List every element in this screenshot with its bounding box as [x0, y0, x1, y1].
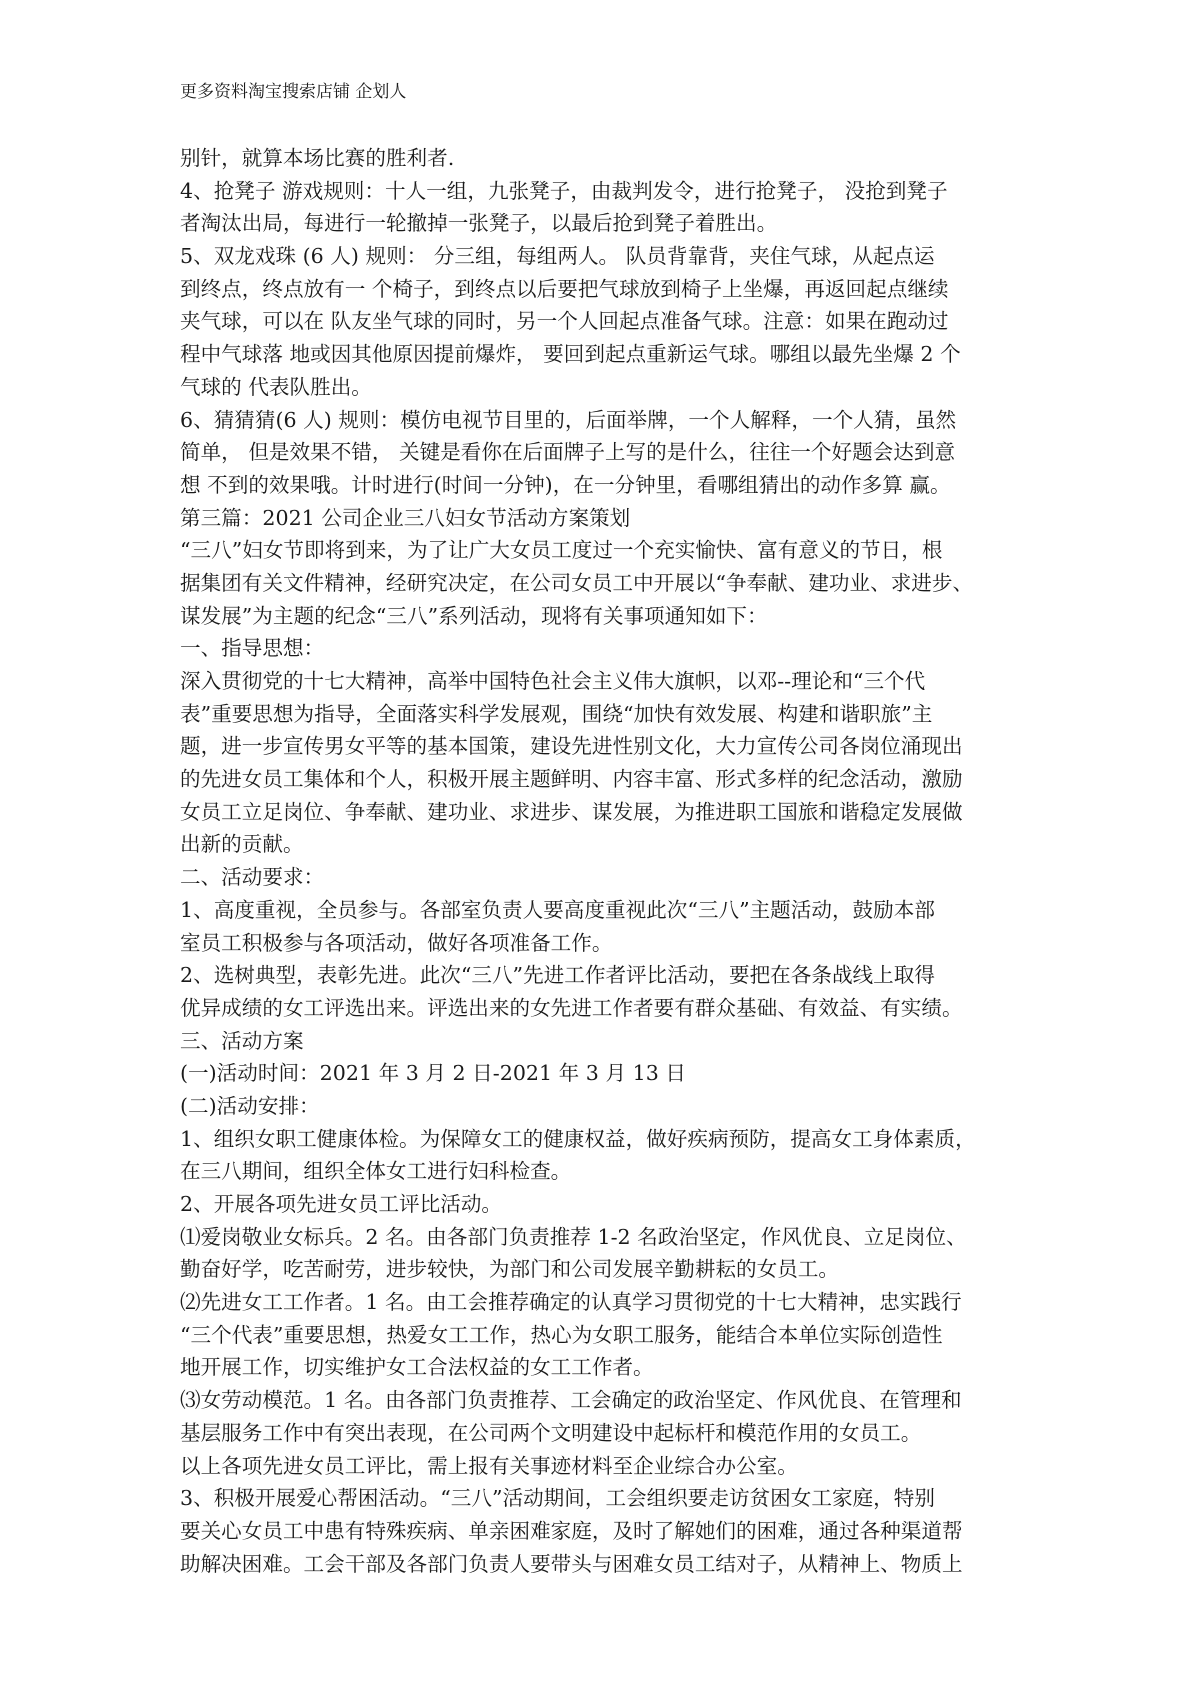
- text-line: 想 不到的效果哦。计时进行(时间一分钟)，在一分钟里，看哪组猜出的动作多算 赢。: [180, 472, 951, 497]
- text-line: 以上各项先进女员工评比，需上报有关事迹材料至企业综合办公室。: [180, 1453, 798, 1478]
- text-line: 深入贯彻党的十七大精神，高举中国特色社会主义伟大旗帜，以邓--理论和“三个代: [180, 669, 926, 693]
- text-line: 1、高度重视，全员参与。各部室负责人要高度重视此次“三八”主题活动，鼓励本部: [180, 897, 935, 922]
- text-line: 三、活动方案: [180, 1028, 304, 1053]
- text-line: (一)活动时间：2021 年 3 月 2 日-2021 年 3 月 13 日: [180, 1061, 686, 1086]
- text-line: 一、指导思想：: [180, 636, 325, 661]
- page-header: 更多资料淘宝搜索店铺 企划人: [180, 82, 407, 102]
- text-line: 到终点，终点放有一 个椅子，到终点以后要把气球放到椅子上坐爆，再返回起点继续: [180, 276, 949, 301]
- text-line: 第三篇：2021 公司企业三八妇女节活动方案策划: [180, 505, 631, 530]
- text-line: 室员工积极参与各项活动，做好各项准备工作。: [180, 930, 613, 955]
- text-line: 者淘汰出局，每进行一轮撤掉一张凳子，以最后抢到凳子着胜出。: [180, 211, 778, 236]
- text-line: 要关心女员工中患有特殊疾病、单亲困难家庭，及时了解她们的困难，通过各种渠道帮: [180, 1518, 963, 1543]
- text-line: 地开展工作，切实维护女工合法权益的女工工作者。: [180, 1355, 654, 1380]
- text-line: 据集团有关文件精神，经研究决定，在公司女员工中开展以“争奉献、建功业、求进步、: [180, 570, 974, 595]
- text-line: 6、猜猜猜(6 人) 规则：模仿电视节目里的，后面举牌，一个人解释，一个人猜，虽然: [180, 407, 957, 432]
- text-line: 女员工立足岗位、争奉献、建功业、求进步、谋发展，为推进职工国旅和谐稳定发展做: [180, 799, 963, 824]
- text-line: 2、选树典型，表彰先进。此次“三八”先进工作者评比活动，要把在各条战线上取得: [180, 963, 935, 988]
- text-line: 的先进女员工集体和个人，积极开展主题鲜明、内容丰富、形式多样的纪念活动，激励: [180, 767, 963, 792]
- text-line: 5、双龙戏珠 (6 人) 规则： 分三组，每组两人。 队员背靠背，夹住气球，从起点运: [180, 244, 935, 269]
- text-line: 助解决困难。工会干部及各部门负责人要带头与困难女员工结对子，从精神上、物质上: [180, 1551, 963, 1576]
- text-line: 出新的贡献。: [180, 832, 304, 857]
- text-line: 2、开展各项先进女员工评比活动。: [180, 1192, 503, 1216]
- text-line: 表”重要思想为指导，全面落实科学发展观，围绕“加快有效发展、构建和谐职旅”主: [180, 701, 933, 726]
- text-line: ⑵先进女工工作者。1 名。由工会推荐确定的认真学习贯彻党的十七大精神，忠实践行: [180, 1290, 962, 1315]
- text-line: 程中气球落 地或因其他原因提前爆炸， 要回到起点重新运气球。哪组以最先坐爆 2 个: [180, 342, 961, 367]
- text-line: 4、抢凳子 游戏规则：十人一组，九张凳子，由裁判发令，进行抢凳子， 没抢到凳子: [180, 178, 948, 203]
- text-line: 题，进一步宣传男女平等的基本国策，建设先进性别文化，大力宣传公司各岗位涌现出: [180, 734, 963, 759]
- text-line: ⑶女劳动模范。1 名。由各部门负责推荐、工会确定的政治坚定、作风优良、在管理和: [180, 1388, 962, 1413]
- text-line: 在三八期间，组织全体女工进行妇科检查。: [180, 1159, 572, 1184]
- text-line: 勤奋好学，吃苦耐劳，进步较快，为部门和公司发展辛勤耕耘的女员工。: [180, 1257, 839, 1282]
- text-line: 简单， 但是效果不错， 关键是看你在后面牌子上写的是什么，往往一个好题会达到意: [180, 440, 956, 465]
- text-line: “三八”妇女节即将到来，为了让广大女员工度过一个充实愉快、富有意义的节日，根: [180, 538, 943, 563]
- text-line: 谋发展”为主题的纪念“三八”系列活动，现将有关事项通知如下：: [180, 603, 768, 628]
- text-line: 二、活动要求：: [180, 865, 325, 890]
- text-line: 1、组织女职工健康体检。为保障女工的健康权益，做好疾病预防，提高女工身体素质，: [180, 1126, 976, 1151]
- text-line: ⑴爱岗敬业女标兵。2 名。由各部门负责推荐 1-2 名政治坚定，作风优良、立足岗位、: [180, 1224, 967, 1249]
- text-line: 别针，就算本场比赛的胜利者.: [180, 146, 455, 170]
- text-line: “三个代表”重要思想，热爱女工工作，热心为女职工服务，能结合本单位实际创造性: [180, 1322, 943, 1347]
- text-line: 3、积极开展爱心帮困活动。“三八”活动期间，工会组织要走访贫困女工家庭，特别: [180, 1486, 935, 1511]
- text-line: 优异成绩的女工评选出来。评选出来的女先进工作者要有群众基础、有效益、有实绩。: [180, 995, 963, 1020]
- text-line: (二)活动安排：: [180, 1093, 320, 1118]
- text-line: 夹气球，可以在 队友坐气球的同时，另一个人回起点准备气球。注意：如果在跑动过: [180, 309, 949, 334]
- document-body: [180, 142, 1030, 1580]
- text-line: 气球的 代表队胜出。: [180, 374, 372, 399]
- text-line: 基层服务工作中有突出表现，在公司两个文明建设中起标杆和模范作用的女员工。: [180, 1420, 922, 1445]
